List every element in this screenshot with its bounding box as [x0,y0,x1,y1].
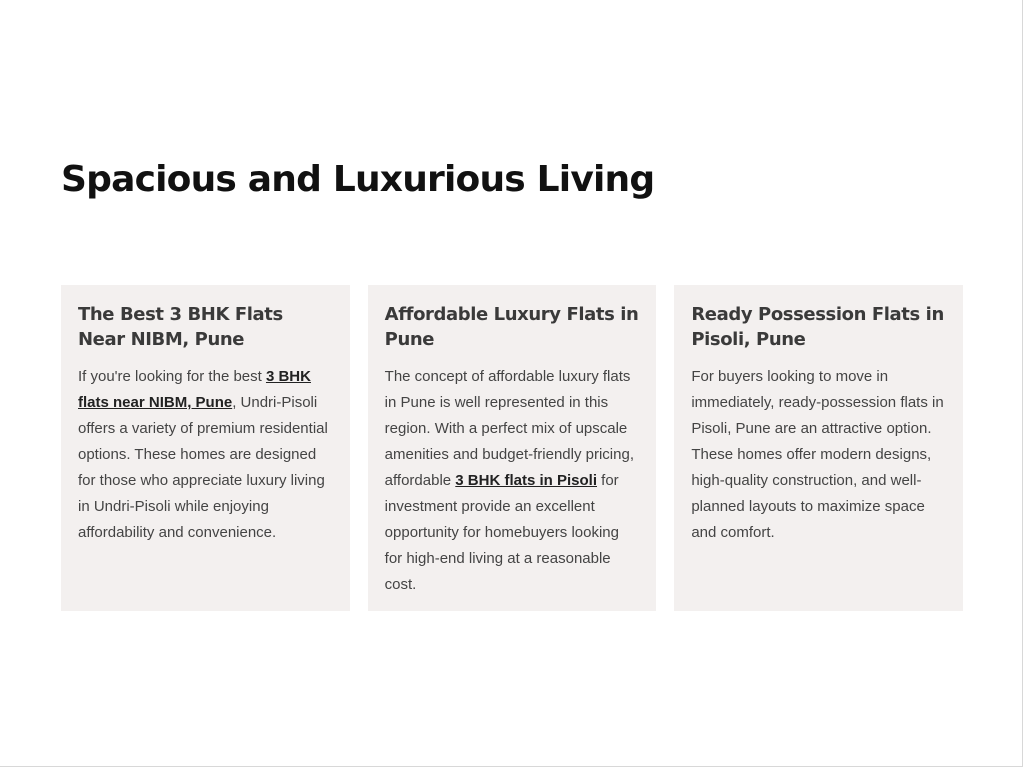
link-3bhk-flats-in-pisoli[interactable]: 3 BHK flats in Pisoli [455,472,597,489]
card-text-before: The concept of affordable luxury flats in Pune is well represented in this region. With a perfect mix of upscale amenities and budget-friendly pricing, affordable [384,368,634,489]
card-title: Ready Possession Flats in Pisoli, Pune [691,304,944,350]
card-text [385,364,640,598]
section-title: Spacious and Luxurious Living [61,159,655,200]
card-ready-possession [674,285,963,611]
feature-cards [61,285,963,611]
card-best-3bhk-nibm [61,285,350,611]
card-text-after: , Undri-Pisoli offers a variety of premium residential options. These homes are designed for those who appreciate luxury living in Undri-Pisoli while enjoying affordability and convenience. [78,394,328,541]
card-title: Affordable Luxury Flats in Pune [384,304,639,350]
card-text-before: If you're looking for the best [78,368,266,385]
card-title: The Best 3 BHK Flats Near NIBM, Pune [78,304,283,350]
link-3bhk-flats-near-nibm[interactable]: 3 BHK flats near NIBM, Pune [78,368,311,411]
card-text: For buyers looking to move in immediately, ready-possession flats in Pisoli, Pune are an attractive option. These homes offer modern designs, high-quality construction, and well-planned layouts to maximize space and comfort. [691,368,944,541]
card-text-after: for investment provide an excellent opportunity for homebuyers looking for high-end living at a reasonable cost. [384,472,619,593]
card-text [78,364,333,546]
card-affordable-luxury [368,285,657,611]
